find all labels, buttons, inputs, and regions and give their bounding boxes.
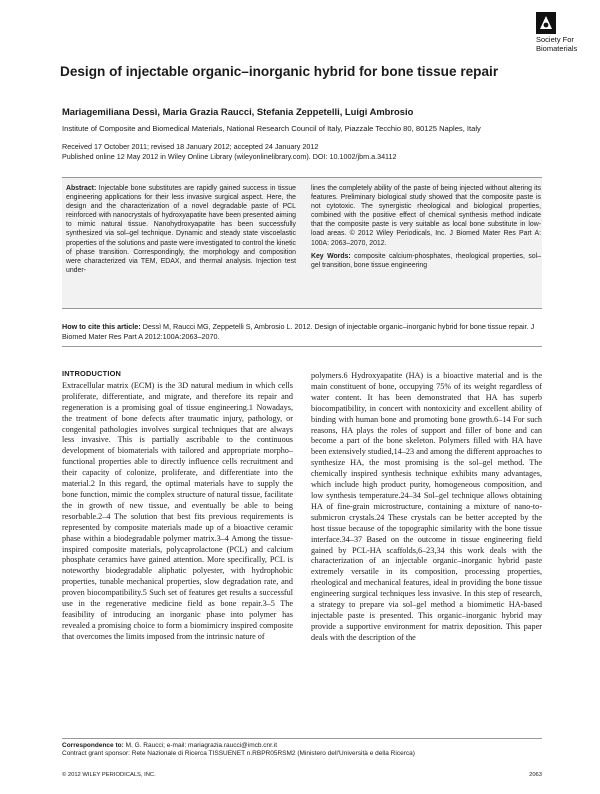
body-left-column [62,369,293,643]
abstract-left-column [66,184,296,275]
correspondence-text: M. G. Raucci; e-mail: mariagrazia.raucci@imcb.cnr.it [125,742,278,749]
society-name: Society For Biomaterials [536,35,578,53]
grant-line [62,750,542,758]
citation [62,322,542,341]
citation-label: How to cite this article: [62,322,141,331]
citation-text: Dessì M, Raucci MG, Zeppetelli S, Ambrosio L. 2012. Design of injectable organic–inorganic hybrid for bone tissue repair. J Biomed Mater Res Part A 2012:100A:2063–2070. [62,322,535,341]
body-paragraph: polymers.6 Hydroxyapatite (HA) is a bioactive material and is the main constituent of bone, occupying 75% of its weight regardless of water content. It has been demonstrated that HA has superb biocompatibility, in concert with nontoxicity and excellent ability of binding with human bone and promoting bone growth.6–14 For such reasons, HA plays the roles of support and filler of bone and can become a part of the bone skeleton. Polymers filled with HA have been extensively studied,14–23 and among the different approaches to synthesize HA, the most promising is the sol–gel method. The chemically inspired synthesis technique exhibits many advantages, which include high product purity, homogeneous composition, and low synthesis temperature.24–34 Sol–gel technique allows obtaining HA of fine-grain microstructure, containing a mixture of nano-to-submicron crystals.24 These crystals can be better accepted by the host tissue because of the topographic similarity with the bone tissue interface.34–37 Based on the outcome in tissue engineering field gained by PCL-HA scaffolds,6–23,34 this work deals with the characterization of an injectable organic–inorganic hybrid paste extremely versatile in its composition, processing properties, rheological and mechanical features, ideal in providing the bone tissue engineering surgical techniques less invasive. In this step of research, a strategy to prepare via sol–gel method a biomimetic HA-based injectable paste is presented. This organic–inorganic hybrid may provide a supportive environment for matrix deposition. This paper deals with the description of the [311,371,542,642]
page-number: 2063 [529,772,542,778]
article-title: Design of injectable organic–inorganic hybrid for bone tissue repair [60,64,499,79]
citation-divider [62,346,542,347]
author-list: Mariagemiliana Dessì, Maria Grazia Raucci, Stefania Zeppetelli, Luigi Ambrosio [62,106,414,117]
abstract-text-part2: lines the completely ability of the paste of being injected without altering its features. Preliminary biological study showed that the composite paste is not cytotoxic. The synergistic rheological and biological properties, combined with the positive effect of chemical synthesis method indicate that the composite paste is very suitable as local bone substitute in low-load areas. © 2012 Wiley Periodicals, Inc. J Biomed Mater Res Part A: 100A: 2063–2070, 2012. [311,185,541,247]
published-info: Published online 12 May 2012 in Wiley Online Library (wileyonlinelibrary.com). DOI: 10.1002/jbm.a.34112 [62,152,397,161]
grant-label: Contract grant sponsor: [62,750,130,758]
body-right-column [311,371,542,644]
affiliation: Institute of Composite and Biomedical Materials, National Research Council of Italy, Piazzale Tecchio 80, 80125 Naples, Italy [62,124,481,133]
society-logo [536,12,592,56]
keywords-label: Key Words: [311,252,351,260]
abstract-right-column [311,184,541,270]
article-dates [62,142,542,162]
body-paragraph: Extracellular matrix (ECM) is the 3D natural medium in which cells proliferate, differentiate, and migrate, and therefore its repair and regeneration is a promising goal of tissue engineering.1 Nowadays, the treatment of bone defects after traumatic injury, pathology, or congenital pathologies involves surgical techniques that are always less invasive. This is partially ascribable to the continuous development of biomaterials with tailored and appropriate morpho–functional properties able to directly influence cells recruitment and their capacity of colonize, proliferate, and differentiate into the material.2 In this regard, the optimal materials have to supply the bone function, mimic the complex structure of natural tissue, facilitate the in growth of new tissue, and eventually be able to being resorbable.2–4 The solution that best fits previous requirements is represented by composite materials made up of a bioactive ceramic phase within a biodegradable polymer matrix.3–4 Among the tissue-inspired composite materials, polycaprolactone (PCL) and calcium phosphate ceramics have gained attention. More specifically, PCL is noteworthy biodegradable aliphatic polyester, with hydrophobic properties, tunable mechanical properties, slow degradation rate, and proven biocompatibility.5 Such set of features get results a successful use in the regenerative medicine field as bone repair.3–5 The feasibility of introducing an inorganic phase into polymer has revealed a promising choice to form a biomimicry inspired composite that overcomes the limits imposed from the intrinsic nature of [62,380,293,641]
abstract-text-part1: Injectable bone substitutes are rapidly gained success in tissue engineering applications for their less invasive surgical aspect. Here, the design and the characterization of a novel degradable paste of PCL reinforced with nanocrystals of hydroxyapatite have been presented aiming to mimic natural tissue. Nanohydroxyapatite has been successfully synthesized via sol–gel technique. Dynamic and steady state viscoelastic properties of the solutions and paste were investigated to control the kinetic of phase transition. Correspondingly, the morphology and composition were characterized via TEM, EDAX, and thermal analysis. Injection test under- [66,185,296,274]
grant-text: Rete Nazionale di Ricerca TISSUENET n.RBPR05RSM2 (Ministero dell'Università e della Ricerca) [131,750,415,758]
section-heading: INTRODUCTION [62,369,122,378]
abstract-label: Abstract: [66,185,97,192]
correspondence-divider [62,738,542,739]
correspondence-line [62,742,542,750]
keywords-text: composite calcium-phosphates, rheological properties, sol–gel transition, bone tissue engineering [311,252,541,269]
keywords [311,252,541,270]
copyright-footer: © 2012 WILEY PERIODICALS, INC. [62,772,156,778]
abstract-box [62,177,542,309]
received-dates: Received 17 October 2011; revised 18 January 2012; accepted 24 January 2012 [62,142,319,151]
correspondence-label: Correspondence to: [62,742,124,749]
sfb-logo-mark-icon [536,12,556,34]
correspondence [62,742,542,758]
